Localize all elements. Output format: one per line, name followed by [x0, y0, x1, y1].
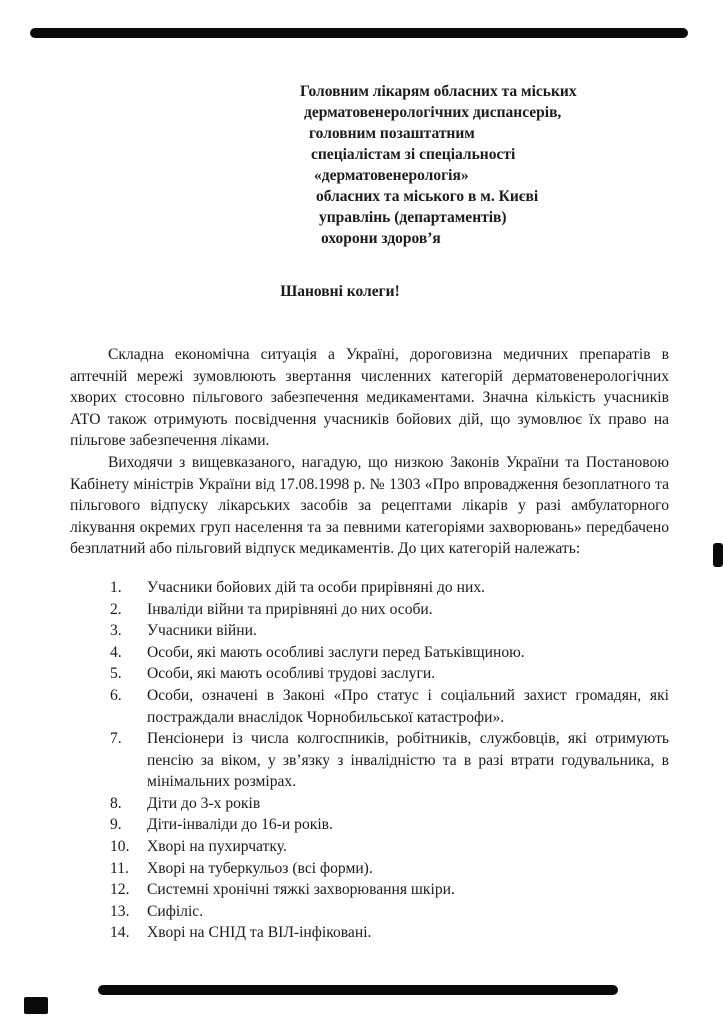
recipient-line: обласних та міського в м. Києві: [316, 188, 539, 205]
list-item-text: Пенсіонери із числа колгоспників, робітників, службовців, які отримують пенсію за віком, у зв’язку з інвалідністю та в разі втрати годувальника, в мінімальних розмірах.: [147, 730, 669, 791]
list-item-number: 13.: [110, 902, 130, 920]
scan-artifact-bottom-bar: [98, 985, 618, 995]
recipient-line: управлінь (департаментів): [319, 209, 507, 226]
list-item: [110, 685, 669, 728]
list-item-number: 14.: [110, 924, 130, 942]
list-item: [110, 728, 669, 793]
scan-artifact-corner-blot: [24, 997, 48, 1014]
beneficiary-categories-list: [110, 577, 669, 944]
recipient-line: охорони здоров’я: [321, 230, 441, 247]
recipient-block: [300, 81, 577, 249]
salutation-heading: Шановні колеги!: [280, 283, 400, 300]
list-item: [110, 901, 669, 923]
list-item-number: 8.: [110, 794, 122, 812]
list-item-number: 6.: [110, 686, 122, 704]
list-item-text: Особи, означені в Законі «Про статус і соціальний захист громадян, які постраждали внаслідок Чорнобильської катастрофи».: [147, 686, 669, 726]
list-item: [110, 836, 669, 858]
list-item-text: Учасники війни.: [147, 622, 257, 640]
letter-body: [70, 344, 669, 944]
recipient-line: «дерматовенерологія»: [314, 167, 469, 184]
list-item-number: 10.: [110, 838, 130, 856]
paragraph-legal-basis: Виходячи з вищевказаного, нагадую, що низкою Законів України та Постановою Кабінету міністрів України від 17.08.1998 р. № 1303 «Про впровадження безоплатного та пільгового відпуску лікарських засобів за рецептами лікарів у разі амбулаторного лікування окремих груп населення та за певними категоріями захворювань» передбачено безплатний або пільговий відпуск медикаментів. До цих категорій належать:: [70, 453, 669, 558]
list-item: [110, 814, 669, 836]
list-item-text: Особи, які мають особливі трудові заслуги.: [147, 665, 436, 683]
list-item-text: Учасники бойових дій та особи прирівняні до них.: [147, 578, 486, 596]
scan-artifact-top-bar: [30, 28, 688, 38]
list-item-number: 1.: [110, 578, 122, 596]
list-item: [110, 879, 669, 901]
list-item: [110, 577, 669, 599]
list-item-text: Хворі на СНІД та ВІЛ-інфіковані.: [147, 924, 372, 942]
scan-artifact-right-dash: [713, 543, 723, 567]
list-item-text: Хворі на туберкульоз (всі форми).: [147, 859, 373, 877]
list-item: [110, 663, 669, 685]
list-item: [110, 793, 669, 815]
list-item-text: Особи, які мають особливі заслуги перед Батьківщиною.: [147, 643, 525, 661]
list-item-number: 4.: [110, 643, 122, 661]
list-item: [110, 599, 669, 621]
list-item-text: Системні хронічні тяжкі захворювання шкіри.: [147, 881, 455, 899]
list-item-text: Хворі на пухирчатку.: [147, 838, 287, 856]
list-item: [110, 642, 669, 664]
recipient-line: Головним лікарям обласних та міських: [300, 83, 577, 100]
list-item-number: 2.: [110, 600, 122, 618]
list-item-text: Інваліди війни та прирівняні до них особи.: [147, 600, 433, 618]
list-item: [110, 858, 669, 880]
list-item-number: 9.: [110, 816, 122, 834]
list-item-number: 12.: [110, 881, 130, 899]
list-item-number: 3.: [110, 622, 122, 640]
recipient-line: дерматовенерологічних диспансерів,: [304, 104, 562, 121]
list-item-number: 5.: [110, 665, 122, 683]
list-item: [110, 922, 669, 944]
recipient-line: спеціалістам зі спеціальності: [311, 146, 516, 163]
list-item-text: Діти-інваліди до 16-и років.: [147, 816, 333, 834]
recipient-line: головним позаштатним: [309, 125, 475, 142]
paragraph-economic-situation: Складна економічна ситуація а Україні, дороговизна медичних препаратів в аптечній мережі зумовлюють звертання численних категорій дерматовенерологічних хворих стосовно пільгового забезпечення медикаментами. Значна кількість учасників АТО також отримують посвідчення учасників бойових дій, що зумовлює їх право на пільгове забезпечення ліками.: [70, 346, 669, 450]
list-item: [110, 620, 669, 642]
list-item-text: Діти до 3-х років: [147, 794, 261, 812]
list-item-text: Сифіліс.: [147, 902, 204, 920]
list-item-number: 7.: [110, 730, 122, 748]
list-item-number: 11.: [110, 859, 129, 877]
